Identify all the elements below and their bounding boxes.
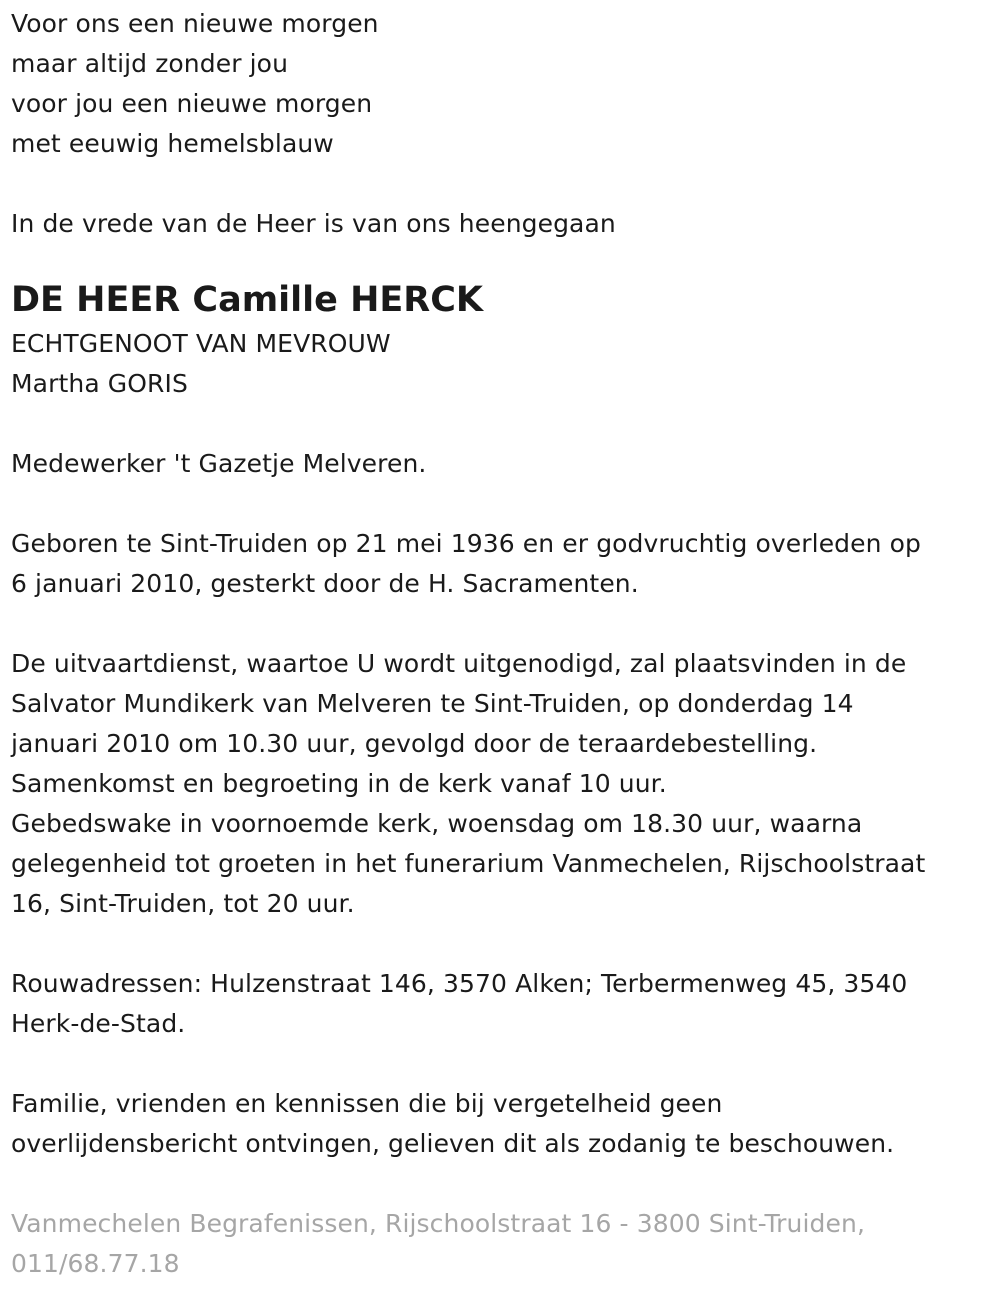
spacer <box>11 244 991 276</box>
paragraph-line: Salvator Mundikerk van Melveren te Sint-Truiden, op donderdag 14 <box>11 689 854 718</box>
poem-line: maar altijd zonder jou <box>11 49 289 78</box>
paragraph-line: Rouwadressen: Hulzenstraat 146, 3570 Alken; Terbermenweg 45, 3540 <box>11 969 908 998</box>
spacer <box>11 484 991 524</box>
poem <box>11 4 991 164</box>
footer-line: 011/68.77.18 <box>11 1249 180 1278</box>
paragraph-line: Gebedswake in voornoemde kerk, woensdag om 18.30 uur, waarna <box>11 809 863 838</box>
relation-text: ECHTGENOOT VAN MEVROUW <box>11 329 391 358</box>
spacer <box>11 164 991 204</box>
paragraph-line: Samenkomst en begroeting in de kerk vanaf 10 uur. <box>11 769 667 798</box>
birth-death-paragraph <box>11 524 991 604</box>
spacer <box>11 1044 991 1084</box>
paragraph-line: 16, Sint-Truiden, tot 20 uur. <box>11 889 355 918</box>
paragraph-line: gelegenheid tot groeten in het funerarium Vanmechelen, Rijschoolstraat <box>11 849 926 878</box>
addresses-paragraph <box>11 964 991 1044</box>
poem-line: Voor ons een nieuwe morgen <box>11 9 379 38</box>
spacer <box>11 604 991 644</box>
service-paragraph <box>11 644 991 924</box>
spacer <box>11 404 991 444</box>
funeral-home-footer <box>11 1204 991 1284</box>
deceased-name: DE HEER Camille HERCK <box>11 280 484 320</box>
paragraph-line: Geboren te Sint-Truiden op 21 mei 1936 en er godvruchtig overleden op <box>11 529 921 558</box>
intro-text: In de vrede van de Heer is van ons heengegaan <box>11 209 616 238</box>
family-note-paragraph <box>11 1084 991 1164</box>
spacer <box>11 924 991 964</box>
paragraph-line: Herk-de-Stad. <box>11 1009 186 1038</box>
obituary-document <box>11 4 991 1284</box>
paragraph-line: Familie, vrienden en kennissen die bij vergetelheid geen <box>11 1089 723 1118</box>
spacer <box>11 1164 991 1204</box>
poem-line: voor jou een nieuwe morgen <box>11 89 373 118</box>
occupation-text: Medewerker 't Gazetje Melveren. <box>11 449 427 478</box>
paragraph-line: januari 2010 om 10.30 uur, gevolgd door de teraardebestelling. <box>11 729 818 758</box>
paragraph-line: De uitvaartdienst, waartoe U wordt uitgenodigd, zal plaatsvinden in de <box>11 649 907 678</box>
paragraph-line: overlijdensbericht ontvingen, gelieven dit als zodanig te beschouwen. <box>11 1129 895 1158</box>
spouse-name: Martha GORIS <box>11 369 188 398</box>
footer-line: Vanmechelen Begrafenissen, Rijschoolstraat 16 - 3800 Sint-Truiden, <box>11 1209 865 1238</box>
paragraph-line: 6 januari 2010, gesterkt door de H. Sacramenten. <box>11 569 639 598</box>
poem-line: met eeuwig hemelsblauw <box>11 129 334 158</box>
